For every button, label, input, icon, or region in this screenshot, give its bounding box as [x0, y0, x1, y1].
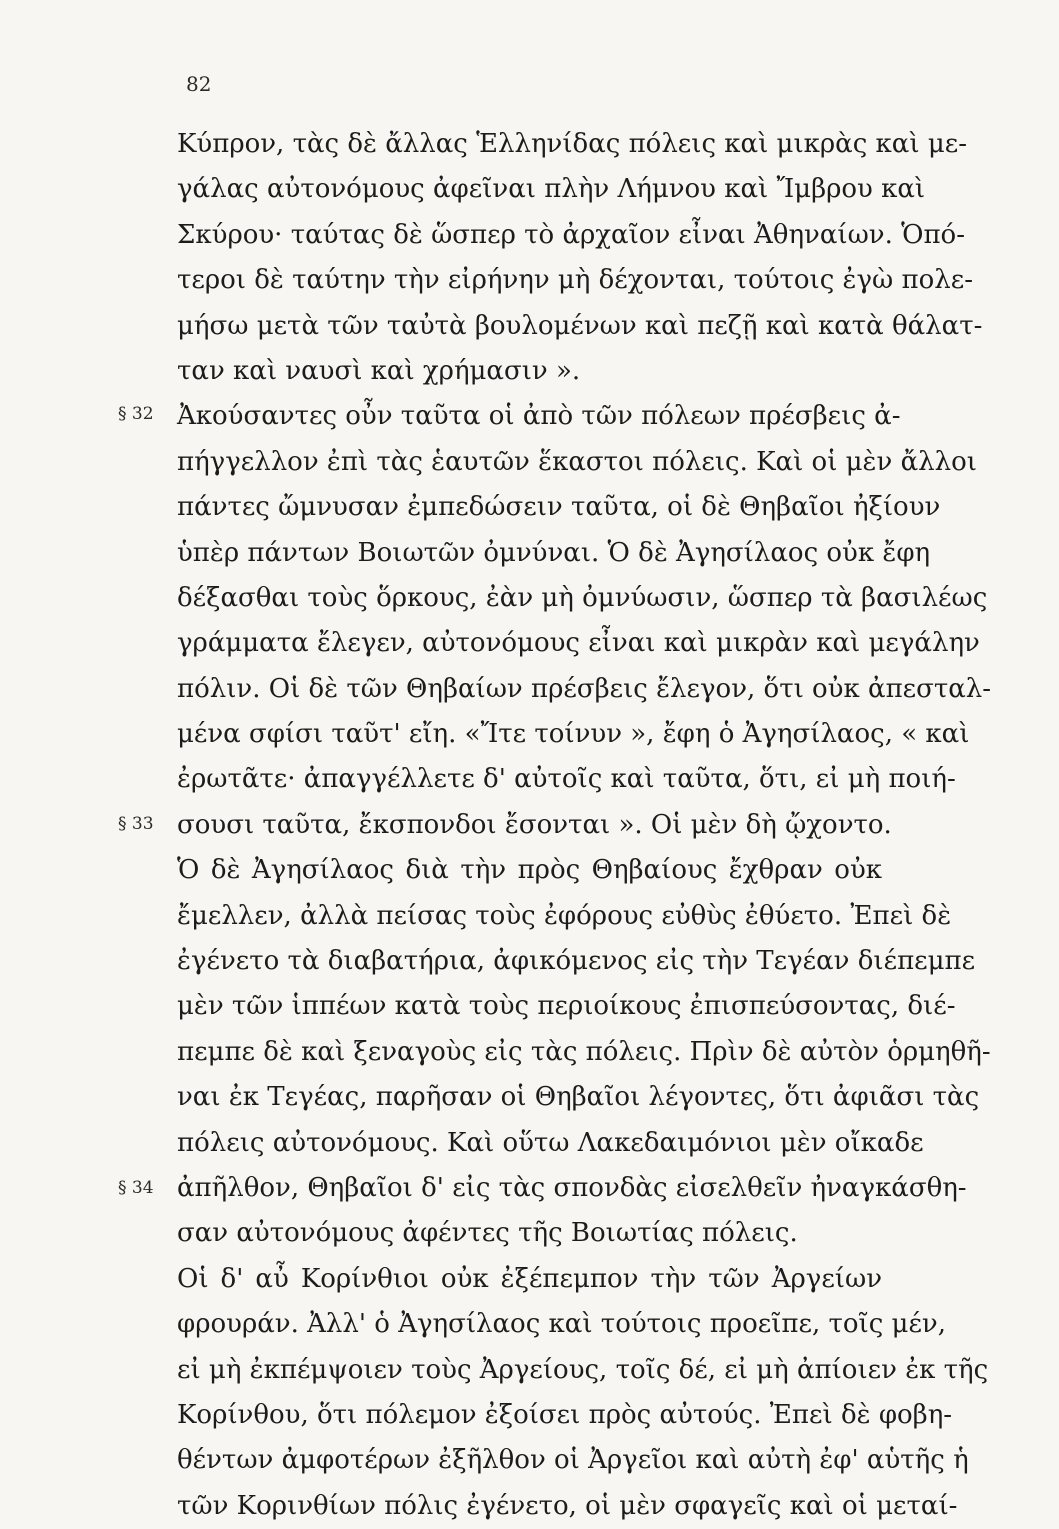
- text-line: ἐγένετο τὰ διαβατήρια, ἀφικόμενος εἰς τὴν Τεγέαν διέπεμπε: [177, 946, 976, 977]
- text-line: φρουράν. Ἀλλ' ὁ Ἀγησίλαος καὶ τούτοις προεῖπε, τοῖς μέν,: [177, 1309, 946, 1340]
- text-line: θέντων ἀμφοτέρων ἐξῆλθον οἱ Ἀργεῖοι καὶ αὐτὴ ἐφ' αὑτῆς ἡ: [177, 1445, 969, 1476]
- text-line: γράμματα ἔλεγεν, αὐτονόμους εἶναι καὶ μικρὰν καὶ μεγάλην: [177, 628, 980, 659]
- text-line: ἐρωτᾶτε· ἀπαγγέλλετε δ' αὐτοῖς καὶ ταῦτα, ὅτι, εἰ μὴ ποιή-: [177, 764, 956, 795]
- text-line: μὲν τῶν ἱππέων κατὰ τοὺς περιοίκους ἐπισπεύσοντας, διέ-: [177, 991, 956, 1022]
- text-line: γάλας αὐτονόμους ἀφεῖναι πλὴν Λήμνου καὶ Ἴμβρου καὶ: [177, 174, 926, 205]
- text-line: τεροι δὲ ταύτην τὴν εἰρήνην μὴ δέχονται, τούτοις ἐγὼ πολε-: [177, 265, 973, 296]
- text-line: εἰ μὴ ἐκπέμψοιεν τοὺς Ἀργείους, τοῖς δέ, εἰ μὴ ἀπίοιεν ἐκ τῆς: [177, 1354, 989, 1385]
- body-text: [177, 122, 992, 1529]
- text-line: ἀπῆλθον, Θηβαῖοι δ' εἰς τὰς σπονδὰς εἰσελθεῖν ἠναγκάσθη-: [177, 1172, 967, 1203]
- section-marker-34: § 34: [118, 1178, 154, 1198]
- section-marker-33: § 33: [118, 814, 154, 834]
- text-line: ὑπὲρ πάντων Βοιωτῶν ὀμνύναι. Ὁ δὲ Ἀγησίλαος οὐκ ἔφη: [177, 537, 931, 568]
- text-line: Κορίνθου, ὅτι πόλεμον ἐξοίσει πρὸς αὐτούς. Ἐπεὶ δὲ φοβη-: [177, 1399, 953, 1430]
- text-line: Ὁ δὲ Ἀγησίλαος διὰ τὴν πρὸς Θηβαίους ἔχθραν οὐκ: [177, 855, 882, 886]
- text-line: σουσι ταῦτα, ἔκσπονδοι ἔσονται ». Οἱ μὲν δὴ ᾤχοντο.: [177, 809, 892, 840]
- text-line: ἔμελλεν, ἀλλὰ πείσας τοὺς ἐφόρους εὐθὺς ἐθύετο. Ἐπεὶ δὲ: [177, 900, 952, 931]
- text-line: δέξασθαι τοὺς ὅρκους, ἐὰν μὴ ὀμνύωσιν, ὥσπερ τὰ βασιλέως: [177, 582, 988, 613]
- text-line: πήγγελλον ἐπὶ τὰς ἑαυτῶν ἕκαστοι πόλεις. Καὶ οἱ μὲν ἄλλοι: [177, 446, 977, 477]
- text-line: πόλιν. Οἱ δὲ τῶν Θηβαίων πρέσβεις ἔλεγον, ὅτι οὐκ ἀπεσταλ-: [177, 673, 992, 704]
- text-line: μένα σφίσι ταῦτ' εἴη. «Ἴτε τοίνυν », ἔφη ὁ Ἀγησίλαος, « καὶ: [177, 719, 970, 750]
- text-line: ταν καὶ ναυσὶ καὶ χρήμασιν ».: [177, 355, 581, 386]
- text-line: Κύπρον, τὰς δὲ ἄλλας Ἑλληνίδας πόλεις καὶ μικρὰς καὶ με-: [177, 129, 967, 159]
- text-line: πόλεις αὐτονόμους. Καὶ οὕτω Λακεδαιμόνιοι μὲν οἴκαδε: [177, 1127, 924, 1158]
- text-line: μήσω μετὰ τῶν ταὐτὰ βουλομένων καὶ πεζῇ καὶ κατὰ θάλατ-: [177, 310, 983, 341]
- text-line: Σκύρου· ταύτας δὲ ὥσπερ τὸ ἀρχαῖον εἶναι Ἀθηναίων. Ὁπό-: [177, 219, 965, 250]
- text-line: Ἀκούσαντες οὖν ταῦτα οἱ ἀπὸ τῶν πόλεων πρέσβεις ἀ-: [177, 401, 901, 432]
- text-line: πάντες ὤμνυσαν ἐμπεδώσειν ταῦτα, οἱ δὲ Θηβαῖοι ἠξίουν: [177, 492, 941, 523]
- text-line: πεμπε δὲ καὶ ξεναγοὺς εἰς τὰς πόλεις. Πρὶν δὲ αὐτὸν ὁρμηθῆ-: [177, 1036, 991, 1067]
- section-marker-32: § 32: [118, 404, 154, 424]
- text-line: τῶν Κορινθίων πόλις ἐγένετο, οἱ μὲν σφαγεῖς καὶ οἱ μεταί-: [177, 1490, 958, 1521]
- text-line: ναι ἐκ Τεγέας, παρῆσαν οἱ Θηβαῖοι λέγοντες, ὅτι ἀφιᾶσι τὰς: [177, 1082, 980, 1113]
- page-number: 82: [186, 72, 212, 96]
- text-line: Οἱ δ' αὖ Κορίνθιοι οὐκ ἐξέπεμπον τὴν τῶν Ἀργείων: [177, 1263, 882, 1294]
- text-line: σαν αὐτονόμους ἀφέντες τῆς Βοιωτίας πόλεις.: [177, 1218, 798, 1249]
